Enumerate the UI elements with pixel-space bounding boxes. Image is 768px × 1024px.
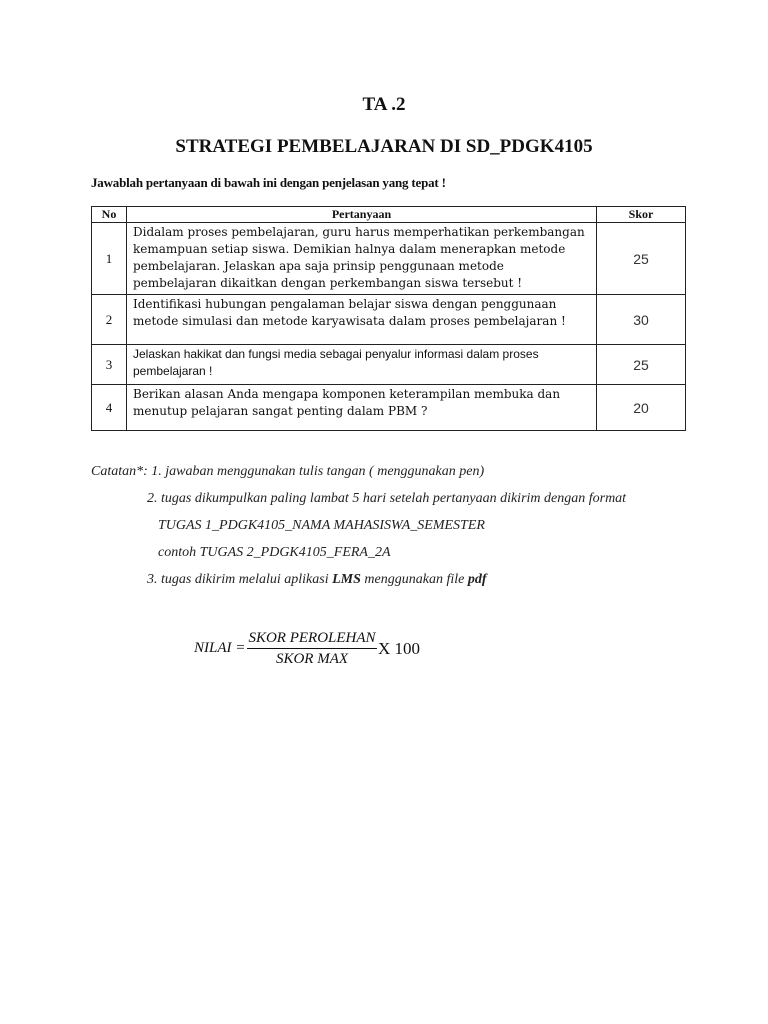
table-row [92, 295, 686, 345]
formula-denominator: SKOR MAX [275, 651, 349, 667]
row-number: 1 [92, 223, 127, 295]
questions-table [91, 206, 686, 431]
question-score: 25 [597, 345, 686, 385]
question-score: 25 [597, 223, 686, 295]
table-row [92, 223, 686, 295]
table-row [92, 345, 686, 385]
question-text: Jelaskan hakikat dan fungsi media sebagai penyalur informasi dalam proses pembelajaran ! [127, 345, 597, 385]
question-text: Didalam proses pembelajaran, guru harus memperhatikan perkembangan kemampuan setiap siswa. Demikian halnya dalam menerapkan metode pembelajaran. Jelaskan apa saja prinsip penggunaan metode pembelajaran dikaitkan dengan perkembangan siswa tersebut ! [127, 223, 597, 295]
formula-multiplier: X 100 [378, 639, 421, 658]
formula-fraction [247, 630, 377, 668]
column-header-question: Pertanyaan [127, 207, 597, 223]
table-header-row [92, 207, 686, 223]
question-text: Identifikasi hubungan pengalaman belajar siswa dengan penggunaan metode simulasi dan metode karyawisata dalam proses pembelajaran ! [127, 295, 597, 345]
document-title: TA .2 [362, 94, 406, 115]
formula-numerator: SKOR PEROLEHAN [247, 630, 377, 649]
formula-label: NILAI = [194, 640, 246, 656]
note-line-5-prefix: 3. tugas dikirim melalui aplikasi [147, 572, 333, 587]
question-score: 30 [597, 295, 686, 345]
note-lms: LMS [332, 572, 361, 587]
note-line-1: Catatan*: 1. jawaban menggunakan tulis tangan ( menggunakan pen) [91, 464, 485, 479]
column-header-score: Skor [597, 207, 686, 223]
note-line-5-mid: menggunakan file [360, 572, 468, 587]
note-pdf: pdf [467, 572, 487, 587]
document-subtitle: STRATEGI PEMBELAJARAN DI SD_PDGK4105 [175, 136, 593, 157]
table-row [92, 385, 686, 431]
instruction-text: Jawablah pertanyaan di bawah ini dengan penjelasan yang tepat ! [91, 175, 446, 190]
note-line-5 [147, 572, 487, 588]
question-score: 20 [597, 385, 686, 431]
note-line-2: 2. tugas dikumpulkan paling lambat 5 hari setelah pertanyaan dikirim dengan format [147, 491, 627, 506]
row-number: 2 [92, 295, 127, 345]
note-line-3: TUGAS 1_PDGK4105_NAMA MAHASISWA_SEMESTER [158, 518, 485, 533]
row-number: 3 [92, 345, 127, 385]
column-header-no: No [92, 207, 127, 223]
row-number: 4 [92, 385, 127, 431]
question-text: Berikan alasan Anda mengapa komponen keterampilan membuka dan menutup pelajaran sangat penting dalam PBM ? [127, 385, 597, 431]
note-line-4: contoh TUGAS 2_PDGK4105_FERA_2A [158, 545, 391, 560]
